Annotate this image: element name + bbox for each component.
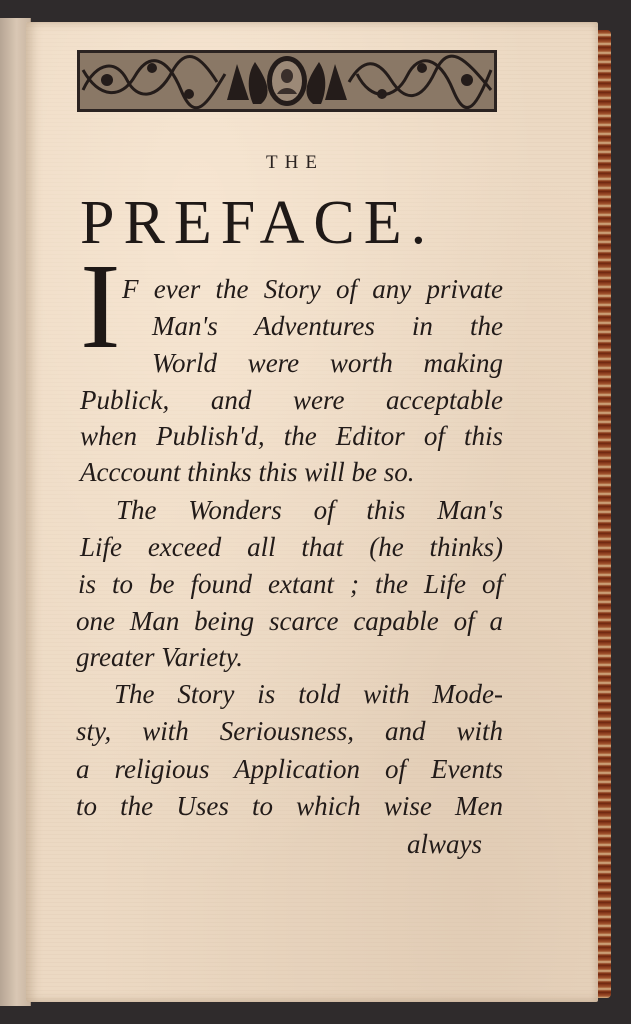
text-line-11: greater Variety. [76, 642, 243, 672]
text-line-13: sty, with Seriousness, and with [76, 716, 503, 746]
heading-the: THE [266, 152, 324, 173]
text-line-9: is to be found extant ; the Life of [78, 569, 503, 599]
text-line-2: Man's Adventures in the [152, 311, 503, 341]
text-line-14: a religious Application of Events [76, 754, 503, 784]
text-line-12: The Story is told with Mode- [114, 679, 503, 709]
catchword: always [407, 829, 483, 859]
text-line-15: to the Uses to which wise Men [76, 791, 503, 821]
text-line-4: Publick, and were acceptable [80, 385, 503, 415]
text-line-5: when Publish'd, the Editor of this [80, 421, 503, 451]
headpiece-ornament [77, 50, 497, 112]
text-line-10: one Man being scarce capable of a [76, 606, 503, 636]
drop-capital: I [80, 239, 121, 374]
text-line-3: World were worth making [152, 348, 503, 378]
text-line-6: Acccount thinks this will be so. [80, 457, 415, 487]
page-title: PREFACE. [80, 189, 436, 257]
text-line-8: Life exceed all that (he thinks) [80, 532, 503, 562]
text-line-1: F ever the Story of any private [122, 274, 503, 304]
text-line-7: The Wonders of this Man's [116, 495, 503, 525]
